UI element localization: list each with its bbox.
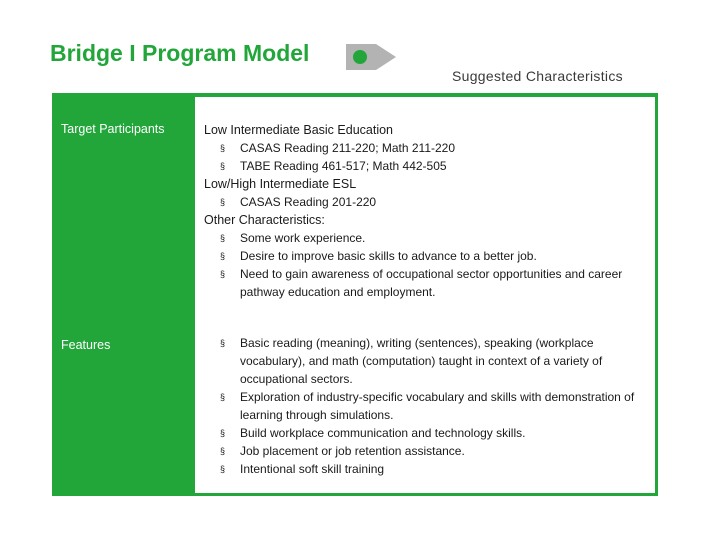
group-heading: Other Characteristics:: [204, 213, 325, 227]
bullet-icon: §: [220, 338, 226, 348]
bullet-icon: §: [220, 446, 226, 456]
characteristics-table: [52, 93, 658, 496]
bullet-icon: §: [220, 233, 226, 243]
bullet-icon: §: [220, 143, 226, 153]
group-heading: Low Intermediate Basic Education: [204, 123, 393, 137]
target-participants-content: [204, 121, 644, 301]
list-item: § Build workplace communication and technology skills.: [220, 426, 526, 440]
label-column: [55, 97, 195, 493]
bullet-icon: §: [220, 269, 226, 279]
group-heading: Low/High Intermediate ESL: [204, 177, 357, 191]
list-item: § Intentional soft skill training: [220, 462, 385, 476]
list-item: § CASAS Reading 201-220: [220, 195, 377, 209]
bullet-list: [204, 193, 644, 211]
list-item: § Job placement or job retention assistance.: [220, 444, 465, 458]
row-label-target-participants: Target Participants: [61, 122, 165, 136]
list-item: § CASAS Reading 211-220; Math 211-220: [220, 141, 456, 155]
list-item: § Exploration of industry-specific vocabulary and skills with demonstration of learning through simulations.: [220, 390, 635, 422]
row-label-features: Features: [61, 338, 111, 352]
features-content: [204, 334, 644, 478]
bullet-list: [204, 334, 644, 478]
bullet-icon: §: [220, 251, 226, 261]
list-item: § Some work experience.: [220, 231, 366, 245]
arrow-icon: [346, 40, 398, 74]
bullet-list: [204, 229, 644, 301]
page-title: Bridge I Program Model: [50, 40, 310, 66]
list-item: § Need to gain awareness of occupational sector opportunities and career pathway education and employment.: [220, 267, 623, 299]
list-item: § Desire to improve basic skills to advance to a better job.: [220, 249, 537, 263]
bullet-list: [204, 139, 644, 175]
bullet-icon: §: [220, 464, 226, 474]
list-item: § Basic reading (meaning), writing (sentences), speaking (workplace vocabulary), and math (computation) taught in context of a variety of occupational sectors.: [220, 336, 603, 386]
bullet-icon: §: [220, 197, 226, 207]
subtitle: Suggested Characteristics: [452, 68, 623, 84]
bullet-icon: §: [220, 428, 226, 438]
list-item: § TABE Reading 461-517; Math 442-505: [220, 159, 447, 173]
bullet-icon: §: [220, 392, 226, 402]
bullet-icon: §: [220, 161, 226, 171]
